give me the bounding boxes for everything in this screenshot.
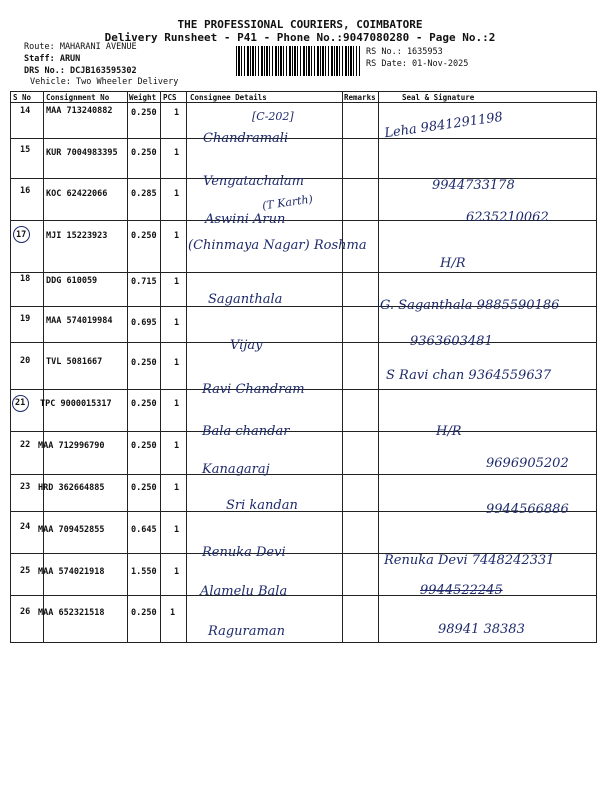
row-weight: 0.715 bbox=[131, 277, 157, 287]
row-pcs: 1 bbox=[174, 189, 180, 199]
row-sno: 25 bbox=[20, 566, 31, 576]
col-header-pcs: PCS bbox=[163, 93, 177, 102]
signature: S Ravi chan 9364559637 bbox=[386, 368, 552, 383]
col-divider bbox=[186, 91, 187, 643]
row-sno: 21 bbox=[15, 398, 26, 408]
row-sno: 17 bbox=[16, 230, 27, 240]
consignee-note: (T Karth) bbox=[261, 192, 314, 213]
col-divider bbox=[342, 91, 343, 643]
rs-number: RS No.: 1635953 bbox=[366, 47, 443, 57]
consignee-name: Alamelu Bala bbox=[200, 584, 288, 599]
consignee-name: Bala chandar bbox=[202, 424, 290, 439]
row-consignment: MAA 652321518 bbox=[38, 608, 105, 618]
col-divider bbox=[160, 91, 161, 643]
consignee-name: Vijay bbox=[230, 338, 263, 353]
signature: 9363603481 bbox=[410, 334, 493, 349]
col-divider bbox=[10, 91, 11, 643]
row-pcs: 1 bbox=[170, 608, 176, 618]
route-label: Route: MAHARANI AVENUE bbox=[24, 42, 137, 52]
row-consignment: HRD 362664885 bbox=[38, 483, 105, 493]
row-consignment: MAA 574021918 bbox=[38, 567, 105, 577]
row-sno: 15 bbox=[20, 145, 31, 155]
col-divider bbox=[596, 91, 597, 643]
consignee-name: Saganthala bbox=[208, 292, 283, 307]
row-pcs: 1 bbox=[174, 277, 180, 287]
company-title: THE PROFESSIONAL COURIERS, COIMBATORE bbox=[177, 18, 423, 31]
row-weight: 0.250 bbox=[131, 441, 157, 451]
col-header-seal: Seal & Signature bbox=[402, 93, 475, 102]
signature: 9944733178 bbox=[432, 178, 515, 193]
consignee-name: (Chinmaya Nagar) Roshma bbox=[188, 238, 367, 253]
col-header-consignment: Consignment No bbox=[46, 93, 110, 102]
row-pcs: 1 bbox=[174, 399, 180, 409]
signature: H/R bbox=[436, 424, 462, 439]
row-consignment: TVL 5081667 bbox=[46, 357, 103, 367]
row-pcs: 1 bbox=[174, 441, 180, 451]
col-header-sno: S No bbox=[13, 93, 32, 102]
signature: 98941 38383 bbox=[438, 622, 525, 637]
row-sno: 19 bbox=[20, 314, 31, 324]
col-header-consignee: Consignee Details bbox=[190, 93, 267, 102]
row-weight: 0.250 bbox=[131, 483, 157, 493]
row-consignment: MAA 712996790 bbox=[38, 441, 105, 451]
col-header-remarks: Remarks bbox=[344, 93, 376, 102]
table-header-border bbox=[10, 102, 596, 103]
row-pcs: 1 bbox=[174, 108, 180, 118]
runsheet-subtitle: Delivery Runsheet - P41 - Phone No.:9047080280 - Page No.:2 bbox=[104, 31, 496, 44]
row-consignment: MAA 709452855 bbox=[38, 525, 105, 535]
row-pcs: 1 bbox=[174, 525, 180, 535]
signature: 9696905202 bbox=[486, 456, 569, 471]
row-separator bbox=[10, 138, 596, 139]
staff-label: Staff: ARUN bbox=[24, 54, 81, 64]
barcode bbox=[236, 46, 360, 76]
row-weight: 1.550 bbox=[131, 567, 157, 577]
row-separator bbox=[10, 342, 596, 343]
consignee-name: Chandramali bbox=[203, 131, 289, 146]
consignee-name: Vengatachalam bbox=[203, 174, 304, 189]
row-consignment: KUR 7004983395 bbox=[46, 148, 118, 158]
vehicle-label: Vehicle: Two Wheeler Delivery bbox=[30, 77, 179, 87]
row-pcs: 1 bbox=[174, 231, 180, 241]
consignee-name: Kanagaraj bbox=[202, 462, 270, 477]
col-divider bbox=[378, 91, 379, 643]
row-separator bbox=[10, 595, 596, 596]
signature: 9944566886 bbox=[486, 502, 569, 517]
row-sno: 16 bbox=[20, 186, 31, 196]
consignee-name: Ravi Chandram bbox=[202, 382, 305, 397]
row-separator bbox=[10, 474, 596, 475]
signature: 9944522245 bbox=[420, 583, 503, 598]
row-weight: 0.250 bbox=[131, 148, 157, 158]
row-weight: 0.250 bbox=[131, 608, 157, 618]
consignee-name: Renuka Devi bbox=[202, 545, 286, 560]
drs-label: DRS No.: DCJB163595302 bbox=[24, 66, 137, 76]
consignee-note: [C-202] bbox=[252, 110, 294, 123]
col-divider bbox=[43, 91, 44, 643]
row-sno: 18 bbox=[20, 274, 31, 284]
row-weight: 0.645 bbox=[131, 525, 157, 535]
table-bottom-border bbox=[10, 642, 596, 643]
row-sno: 20 bbox=[20, 356, 31, 366]
row-pcs: 1 bbox=[174, 358, 180, 368]
row-weight: 0.250 bbox=[131, 358, 157, 368]
row-sno: 14 bbox=[20, 106, 31, 116]
row-sno: 24 bbox=[20, 522, 31, 532]
signature: 6235210062 bbox=[466, 210, 549, 225]
row-consignment: MAA 713240882 bbox=[46, 106, 113, 116]
row-consignment: MJI 15223923 bbox=[46, 231, 108, 241]
row-consignment: KOC 62422066 bbox=[46, 189, 108, 199]
row-separator bbox=[10, 272, 596, 273]
row-weight: 0.250 bbox=[131, 231, 157, 241]
row-pcs: 1 bbox=[174, 567, 180, 577]
row-weight: 0.250 bbox=[131, 108, 157, 118]
consignee-name: Raguraman bbox=[208, 624, 285, 639]
signature: Renuka Devi 7448242331 bbox=[384, 553, 555, 568]
signature: G. Saganthala 9885590186 bbox=[380, 298, 560, 313]
row-weight: 0.695 bbox=[131, 318, 157, 328]
table-top-border bbox=[10, 91, 596, 92]
row-pcs: 1 bbox=[174, 148, 180, 158]
consignee-name: Sri kandan bbox=[226, 498, 298, 513]
row-sno: 22 bbox=[20, 440, 31, 450]
col-header-weight: Weight bbox=[129, 93, 157, 102]
signature: Leha 9841291198 bbox=[383, 109, 504, 142]
row-sno: 23 bbox=[20, 482, 31, 492]
row-weight: 0.285 bbox=[131, 189, 157, 199]
signature: H/R bbox=[440, 256, 466, 271]
row-separator bbox=[10, 431, 596, 432]
row-weight: 0.250 bbox=[131, 399, 157, 409]
rs-date: RS Date: 01-Nov-2025 bbox=[366, 59, 469, 69]
row-pcs: 1 bbox=[174, 483, 180, 493]
col-divider bbox=[127, 91, 128, 643]
row-consignment: DDG 610059 bbox=[46, 276, 98, 286]
row-consignment: TPC 9000015317 bbox=[40, 399, 112, 409]
row-pcs: 1 bbox=[174, 318, 180, 328]
row-consignment: MAA 574019984 bbox=[46, 316, 113, 326]
row-sno: 26 bbox=[20, 607, 31, 617]
consignee-name: Aswini Arun bbox=[205, 212, 286, 227]
